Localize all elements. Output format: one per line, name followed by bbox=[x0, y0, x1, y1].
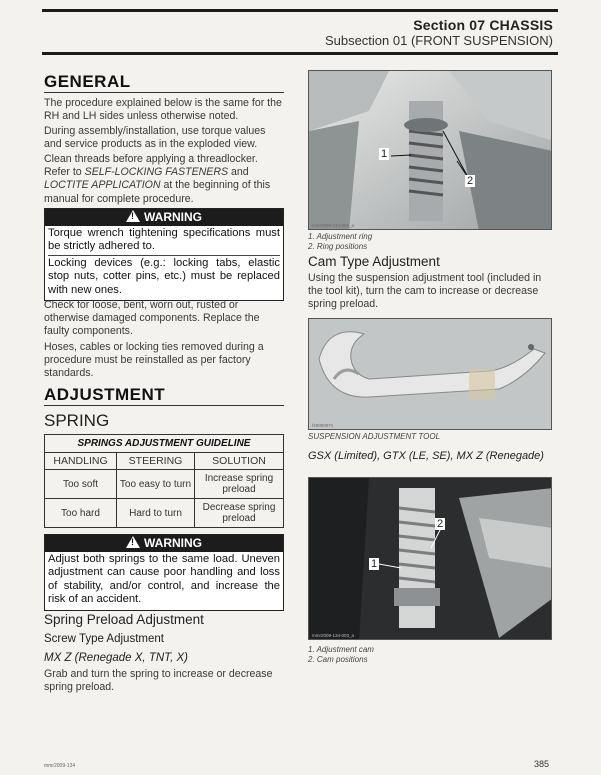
figure-adjustment-cam bbox=[308, 477, 552, 640]
cam-type-models: GSX (Limited), GTX (LE, SE), MX Z (Renegade) bbox=[308, 450, 544, 462]
table-row bbox=[45, 499, 284, 528]
general-paragraph-3 bbox=[44, 153, 284, 206]
adjustment-heading-rule bbox=[44, 405, 284, 406]
warning-text bbox=[45, 226, 283, 300]
p3-text-a: Clean threads before applying a threadlocker. Refer to bbox=[44, 153, 258, 179]
caption-line-2: 2. Cam positions bbox=[308, 654, 368, 664]
screw-type-heading: Screw Type Adjustment bbox=[44, 633, 164, 645]
p3-text-b: and bbox=[228, 166, 249, 179]
callout-2: 2 bbox=[437, 518, 444, 530]
warning-label: WARNING bbox=[144, 210, 202, 224]
table-cell: Too soft bbox=[45, 470, 117, 499]
header-rule bbox=[42, 52, 558, 55]
general-paragraph-4: Check for loose, bent, worn out, rusted or otherwise damaged components. Replace the faulty components. bbox=[44, 299, 260, 338]
callout-1: 1 bbox=[381, 148, 388, 160]
table-cell: Too easy to turn bbox=[117, 470, 195, 499]
figure-suspension-tool bbox=[308, 318, 552, 430]
warning-item: Adjust both springs to the same load. Uneven adjustment can cause poor handling and loss of stability, and/or control, and increase the risk of an accident. bbox=[48, 553, 280, 606]
figure-tag: mmr2009-134-002_a bbox=[312, 223, 355, 228]
table-cell: Too hard bbox=[45, 499, 117, 528]
table-cell: Decrease spring preload bbox=[195, 499, 284, 528]
table-header-solution: SOLUTION bbox=[195, 453, 284, 470]
warning-text bbox=[45, 552, 283, 610]
general-paragraph-1: The procedure explained below is the same for the RH and LH sides unless otherwise noted. bbox=[44, 97, 282, 123]
callout-2: 2 bbox=[467, 175, 474, 187]
suspension-photo-2 bbox=[309, 478, 552, 640]
preload-heading: Spring Preload Adjustment bbox=[44, 612, 204, 627]
warning-box-torque bbox=[44, 208, 284, 301]
general-paragraph-2: During assembly/installation, use torque values and service products as in the exploded view. bbox=[44, 125, 266, 151]
table-header-steering: STEERING bbox=[117, 453, 195, 470]
tool-photo bbox=[309, 319, 552, 430]
figure-adjustment-ring bbox=[308, 70, 552, 230]
p3-text-c: at the beginning of this manual for complete procedure. bbox=[44, 179, 271, 205]
table-caption: SPRINGS ADJUSTMENT GUIDELINE bbox=[45, 435, 284, 453]
figure-tag: mmr2009-134-003_a bbox=[312, 633, 355, 638]
p3-link-self-locking: SELF-LOCKING FASTENERS bbox=[84, 166, 229, 179]
top-rule bbox=[42, 9, 558, 12]
caption-line-2: 2. Ring positions bbox=[308, 241, 368, 251]
general-heading-rule bbox=[44, 92, 284, 93]
caption-line-1: 1. Adjustment cam bbox=[308, 645, 374, 654]
figure-tag: f25000071 bbox=[312, 423, 334, 428]
springs-table bbox=[44, 434, 284, 528]
warning-header bbox=[45, 209, 283, 226]
general-heading: GENERAL bbox=[44, 72, 131, 91]
adjustment-heading: ADJUSTMENT bbox=[44, 385, 166, 404]
subsection-title: Subsection 01 (FRONT SUSPENSION) bbox=[324, 33, 553, 48]
cam-type-heading: Cam Type Adjustment bbox=[308, 254, 440, 269]
warning-triangle-icon bbox=[126, 210, 140, 222]
warning-triangle-icon bbox=[126, 536, 140, 548]
table-cell: Hard to turn bbox=[117, 499, 195, 528]
page-number: 385 bbox=[533, 759, 549, 769]
figure-1-caption bbox=[308, 232, 552, 251]
callout-1: 1 bbox=[371, 558, 378, 570]
table-cell: Increase spring preload bbox=[195, 470, 284, 499]
suspension-photo-1 bbox=[309, 71, 552, 230]
warning-item-2: Locking devices (e.g.: locking tabs, elastic stop nuts, cotter pins, etc.) must be replaced with new ones. bbox=[48, 256, 280, 296]
figure-2-caption: SUSPENSION ADJUSTMENT TOOL bbox=[308, 432, 441, 441]
spring-heading: SPRING bbox=[44, 411, 110, 430]
caption-line-1: 1. Adjustment ring bbox=[308, 232, 373, 241]
table-row bbox=[45, 470, 284, 499]
warning-box-springs bbox=[44, 534, 284, 611]
screw-type-text: Grab and turn the spring to increase or decrease spring preload. bbox=[44, 668, 273, 694]
table-header-handling: HANDLING bbox=[45, 453, 117, 470]
warning-label: WARNING bbox=[144, 536, 202, 550]
cam-type-text: Using the suspension adjustment tool (included in the tool kit), turn the cam to increase or decrease spring preload. bbox=[308, 272, 542, 311]
footer-code: mmr2009-134 bbox=[44, 763, 76, 769]
p3-link-loctite: LOCTITE APPLICATION bbox=[44, 179, 161, 192]
warning-item-1: Torque wrench tightening specifications must be strictly adhered to. bbox=[48, 227, 280, 256]
general-paragraph-5: Hoses, cables or locking ties removed during a procedure must be reinstalled as per factory standards. bbox=[44, 341, 264, 380]
screw-type-models: MX Z (Renegade X, TNT, X) bbox=[44, 652, 189, 664]
warning-header bbox=[45, 535, 283, 552]
section-title: Section 07 CHASSIS bbox=[413, 17, 553, 33]
figure-3-caption bbox=[308, 645, 552, 664]
